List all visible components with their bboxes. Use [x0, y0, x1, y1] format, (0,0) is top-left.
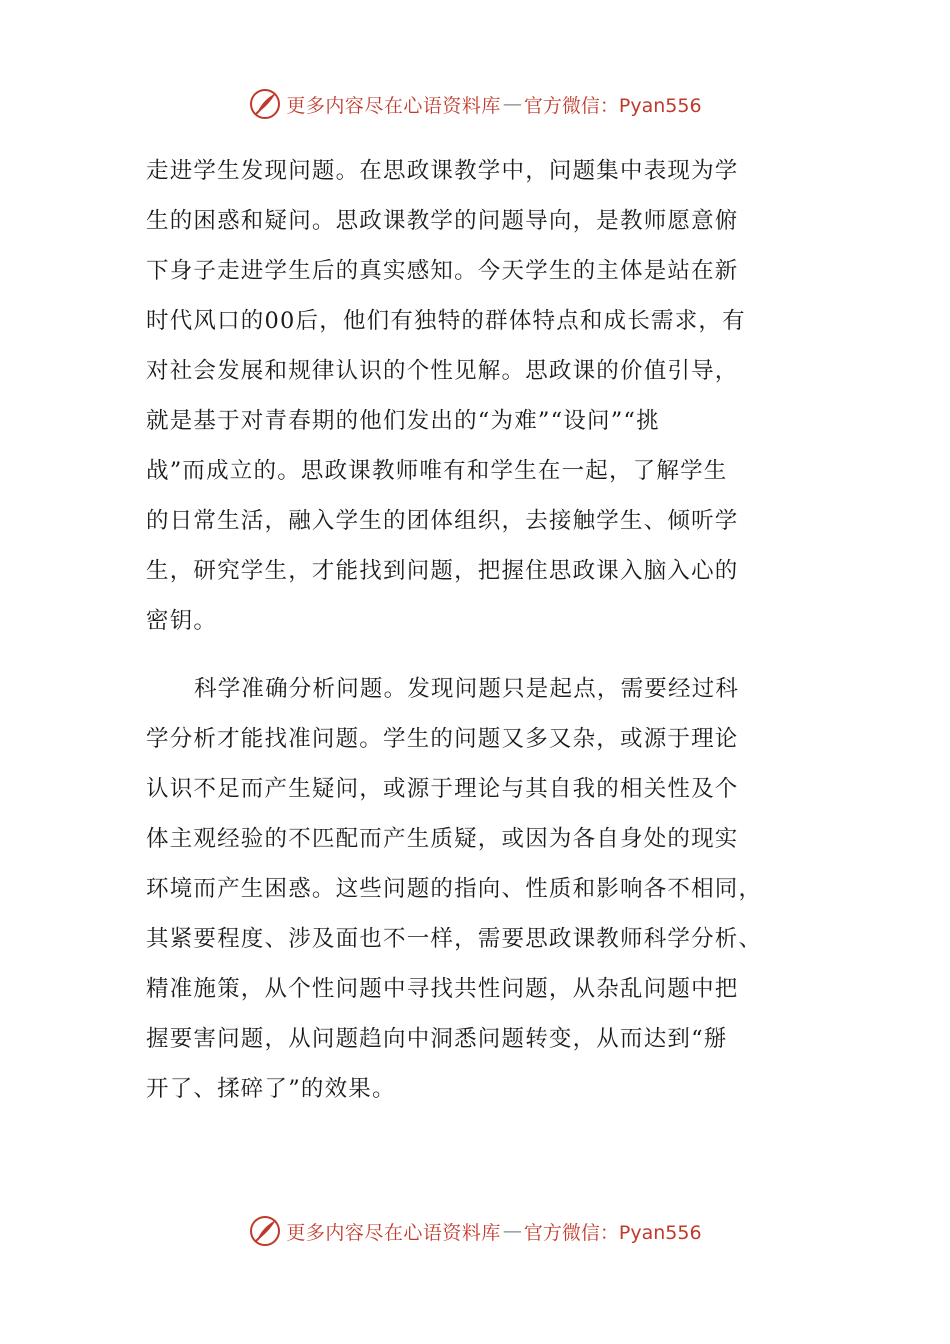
- paragraph-gap: [146, 646, 806, 664]
- text-line: 其紧要程度、涉及面也不一样，需要思政课教师科学分析、: [146, 926, 763, 952]
- text-line: 的日常生活，融入学生的团体组织，去接触学生、倾听学: [146, 508, 739, 534]
- text-line: 下身子走进学生后的真实感知。今天学生的主体是站在新: [146, 258, 739, 284]
- text-line: 科学准确分析问题。发现问题只是起点，需要经过科: [194, 676, 740, 702]
- text-line: 就是基于对青春期的他们发出的“为难”“设问”“挑: [146, 408, 660, 434]
- paragraph-2: [146, 664, 806, 1114]
- footer-watermark: [0, 1211, 950, 1251]
- text-line: 精准施策，从个性问题中寻找共性问题，从杂乱问题中把: [146, 976, 739, 1002]
- text-line: 握要害问题，从问题趋向中洞悉问题转变，从而达到“掰: [146, 1026, 728, 1052]
- document-body: [146, 146, 806, 1114]
- text-line: 生的困惑和疑问。思政课教学的问题导向，是教师愿意俯: [146, 208, 739, 234]
- watermark-dash: —: [502, 93, 522, 115]
- watermark-dash: —: [502, 1220, 522, 1242]
- watermark-brand: 更多内容尽在心语资料库: [286, 94, 501, 117]
- watermark-contact: 官方微信：Pyan556: [523, 94, 702, 117]
- text-line: 密钥。: [146, 608, 218, 634]
- text-line: 生，研究学生，才能找到问题，把握住思政课入脑入心的: [146, 558, 739, 584]
- text-line: 学分析才能找准问题。学生的问题又多又杂，或源于理论: [146, 726, 739, 752]
- text-line: 体主观经验的不匹配而产生质疑，或因为各自身处的现实: [146, 826, 739, 852]
- watermark-contact: 官方微信：Pyan556: [523, 1221, 702, 1244]
- feather-pen-logo-icon: [248, 1214, 282, 1248]
- text-line: 走进学生发现问题。在思政课教学中，问题集中表现为学: [146, 158, 739, 184]
- header-watermark: [0, 84, 950, 124]
- text-line: 环境而产生困惑。这些问题的指向、性质和影响各不相同，: [146, 876, 763, 902]
- text-line: 战”而成立的。思政课教师唯有和学生在一起，了解学生: [146, 458, 728, 484]
- watermark-brand: 更多内容尽在心语资料库: [286, 1221, 501, 1244]
- text-line: 认识不足而产生疑问，或源于理论与其自我的相关性及个: [146, 776, 739, 802]
- feather-pen-logo-icon: [248, 87, 282, 121]
- paragraph-1: [146, 146, 806, 646]
- text-line: 时代风口的00后，他们有独特的群体特点和成长需求，有: [146, 308, 746, 334]
- text-line: 对社会发展和规律认识的个性见解。思政课的价值引导，: [146, 358, 739, 384]
- text-line: 开了、揉碎了”的效果。: [146, 1076, 396, 1102]
